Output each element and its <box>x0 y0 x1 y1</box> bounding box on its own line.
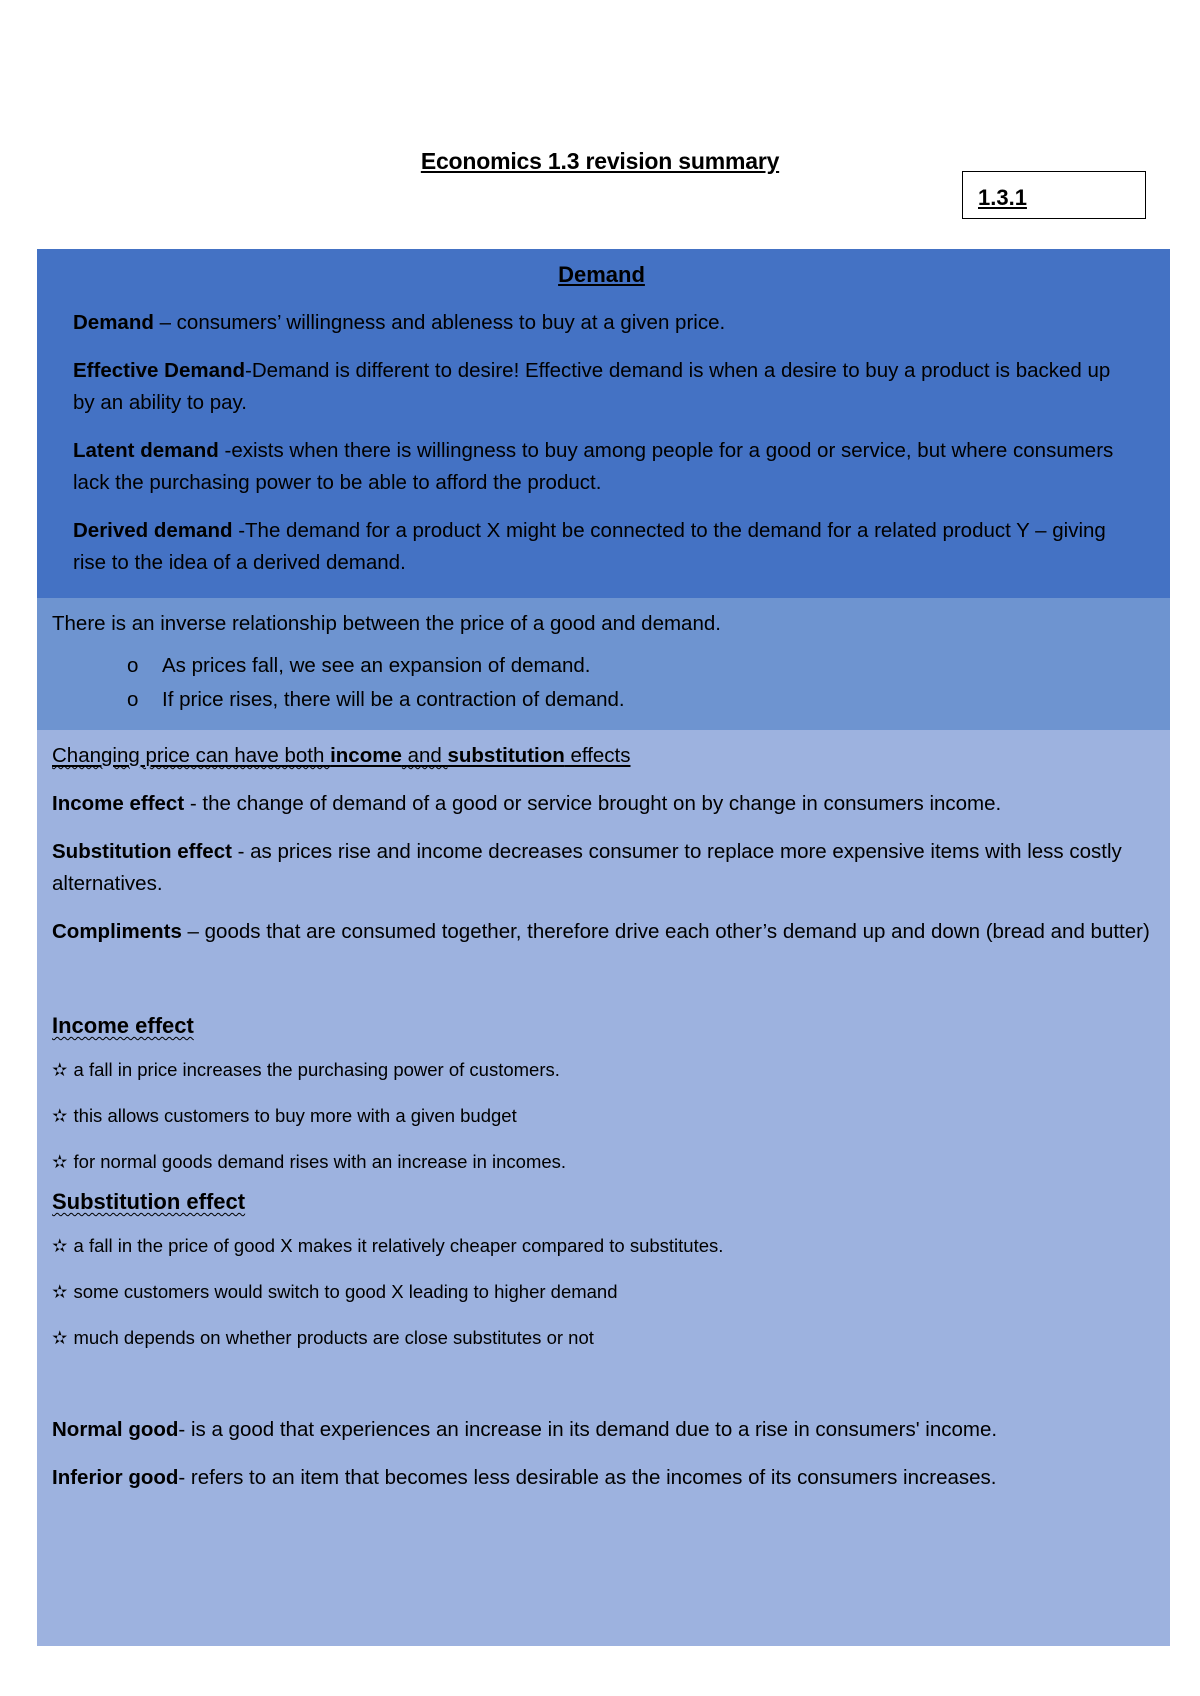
intro-substitution: substitution <box>447 744 565 767</box>
star-icon: ✫ <box>52 1105 68 1126</box>
list-item <box>52 1056 1150 1084</box>
item-text: some customers would switch to good X leading to higher demand <box>73 1281 618 1302</box>
section-code-box <box>962 171 1146 219</box>
list-item <box>52 650 1150 682</box>
demand-panel <box>37 249 1170 598</box>
term: Normal good <box>52 1418 179 1441</box>
demand-heading: Demand <box>558 262 645 287</box>
list-item <box>52 1278 1150 1306</box>
income-effect-heading: Income effect <box>52 1013 194 1038</box>
effects-intro <box>52 740 1150 772</box>
intro-text: effects <box>564 744 631 767</box>
intro-text: and <box>401 744 448 767</box>
bullet-circle-icon: o <box>127 688 139 711</box>
star-icon: ✫ <box>52 1059 68 1080</box>
item-text: for normal goods demand rises with an increase in incomes. <box>73 1151 567 1172</box>
term: Effective Demand <box>73 359 246 382</box>
section-code: 1.3.1 <box>978 185 1027 210</box>
definition-income-effect <box>52 788 1150 820</box>
definition-text: – goods that are consumed together, therefore drive each other’s demand up and down (bread and butter) <box>181 920 1150 943</box>
star-icon: ✫ <box>52 1327 68 1348</box>
definition-compliments <box>52 916 1150 948</box>
intro-income: income <box>330 744 402 767</box>
inverse-statement: There is an inverse relationship between the price of a good and demand. <box>52 612 721 635</box>
item-text: a fall in price increases the purchasing power of customers. <box>73 1059 560 1080</box>
effects-panel <box>37 730 1170 1646</box>
definition-derived-demand <box>73 515 1130 579</box>
bullet-text: If price rises, there will be a contraction of demand. <box>162 688 625 711</box>
item-text: this allows customers to buy more with a given budget <box>73 1105 517 1126</box>
bullet-text: As prices fall, we see an expansion of demand. <box>162 654 591 677</box>
inverse-bullet-list <box>52 650 1150 716</box>
list-item <box>52 1232 1150 1260</box>
list-item <box>52 1148 1150 1176</box>
star-icon: ✫ <box>52 1151 68 1172</box>
definition-text: -Demand is different to desire! Effective demand is when a desire to buy a product is backed up by an ability to pay. <box>73 359 1111 414</box>
star-icon: ✫ <box>52 1281 68 1302</box>
definition-substitution-effect <box>52 836 1150 900</box>
definition-text: -exists when there is willingness to buy among people for a good or service, but where consumers lack the purchasing power to be able to afford the product. <box>73 439 1114 494</box>
substitution-effect-heading: Substitution effect <box>52 1189 246 1214</box>
definition-text: - refers to an item that becomes less desirable as the incomes of its consumers increases. <box>178 1466 997 1489</box>
definition-effective-demand <box>73 355 1130 419</box>
term: Inferior good <box>52 1466 179 1489</box>
definition-text: - is a good that experiences an increase in its demand due to a rise in consumers' income. <box>178 1418 998 1441</box>
term: Latent demand <box>73 439 219 462</box>
star-icon: ✫ <box>52 1235 68 1256</box>
term: Derived demand <box>73 519 233 542</box>
list-item <box>52 1102 1150 1130</box>
definition-normal-good <box>52 1414 1150 1446</box>
list-item <box>52 684 1150 716</box>
definition-text: – consumers’ willingness and ableness to buy at a given price. <box>153 311 726 334</box>
term: Compliments <box>52 920 182 943</box>
document-title: Economics 1.3 revision summary <box>420 148 780 174</box>
definition-text: -The demand for a product X might be connected to the demand for a related product Y – giving rise to the idea of a derived demand. <box>73 519 1106 574</box>
item-text: much depends on whether products are close substitutes or not <box>73 1327 594 1348</box>
definition-text: - as prices rise and income decreases consumer to replace more expensive items with less costly alternatives. <box>52 840 1122 895</box>
bullet-circle-icon: o <box>127 654 139 677</box>
definition-latent-demand <box>73 435 1130 499</box>
list-item <box>52 1324 1150 1352</box>
intro-text: Changing price can have both <box>52 744 331 767</box>
term: Substitution effect <box>52 840 232 863</box>
term: Demand <box>73 311 154 334</box>
term: Income effect <box>52 792 185 815</box>
item-text: a fall in the price of good X makes it relatively cheaper compared to substitutes. <box>73 1235 724 1256</box>
inverse-relationship-panel <box>37 598 1170 730</box>
definition-text: - the change of demand of a good or service brought on by change in consumers income. <box>184 792 1002 815</box>
definition-demand <box>73 307 1130 339</box>
definition-inferior-good <box>52 1462 1150 1494</box>
